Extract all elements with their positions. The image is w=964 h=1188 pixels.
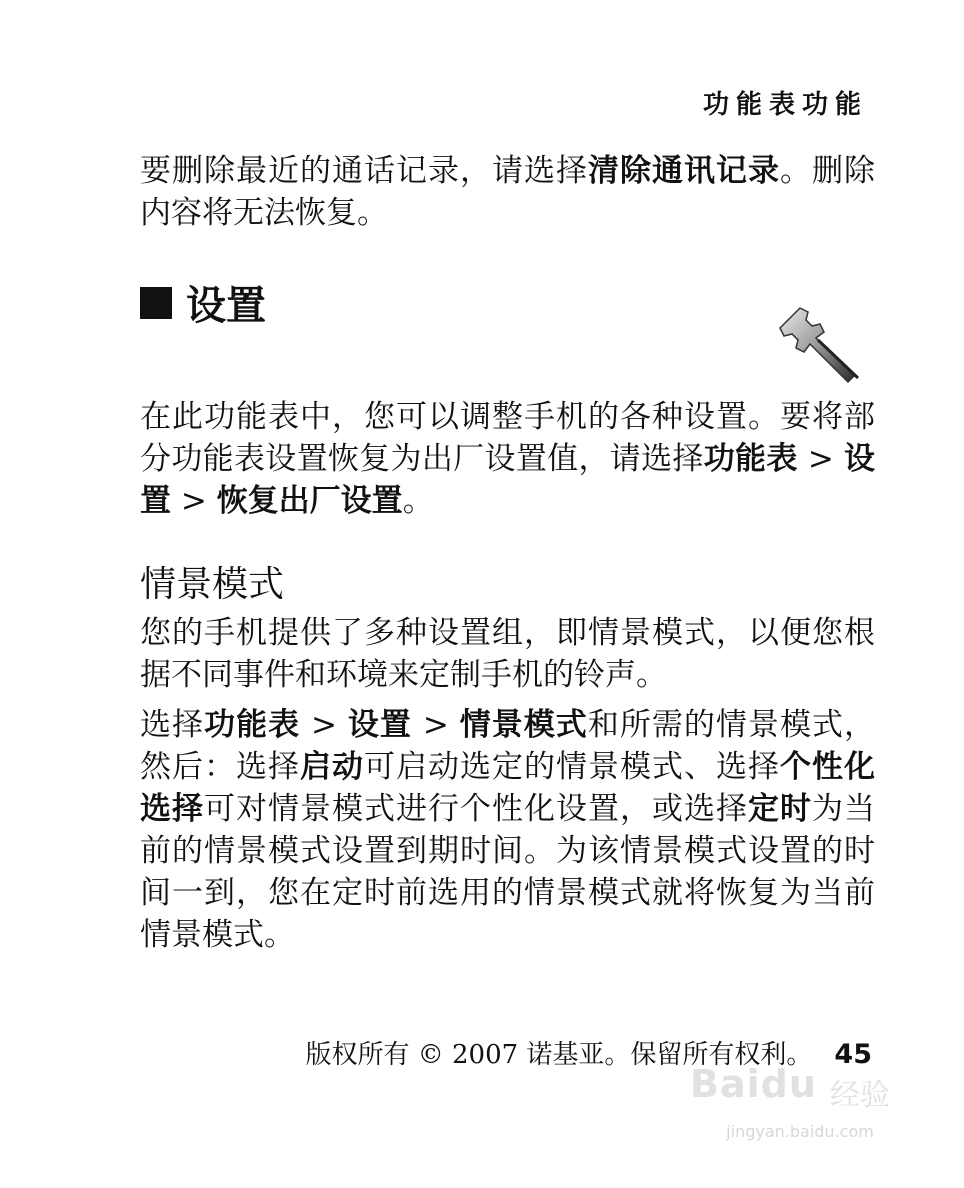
- menu-label: 功能表: [703, 441, 798, 477]
- settings-text-end: 。: [402, 483, 434, 519]
- profiles-intro-paragraph: 您的手机提供了多种设置组，即情景模式，以便您根据不同事件和环境来定制手机的铃声。: [140, 615, 875, 693]
- activate-label: 启动: [300, 749, 364, 785]
- path-separator: >: [797, 441, 845, 477]
- timed-label: 定时: [748, 791, 812, 827]
- copyright-notice: 版权所有 © 2007 诺基亚。保留所有权利。: [305, 1040, 813, 1070]
- watermark-brand: Baidu: [690, 1062, 817, 1106]
- restore-factory-label: 恢复出厂设置: [216, 483, 403, 519]
- settings-label: 设置: [140, 441, 876, 519]
- clear-call-log-option: 清除通讯记录: [588, 153, 780, 189]
- wrench-icon: [778, 298, 864, 384]
- profiles-usage-paragraph: 选择功能表 > 设置 > 情景模式和所需的情景模式，然后：选择启动可启动选定的情景模式、选择个性化选择可对情景模式进行个性化设置，或选择定时为当前的情景模式设置到期时间。为该情景模式设置的时间一到，您在定时前选用的情景模式就将恢复为当前情景模式。: [140, 707, 876, 953]
- profiles-heading: 情景模式: [140, 564, 285, 605]
- path-separator: >: [300, 707, 348, 743]
- settings-label: 设置: [347, 707, 412, 743]
- intro-paragraph: [140, 150, 875, 234]
- watermark-url: jingyan.baidu.com: [726, 1122, 874, 1141]
- intro-text: 要删除最近的通话记录，请选择: [140, 153, 588, 189]
- settings-paragraph: [140, 396, 875, 522]
- profiles-label: 情景模式: [459, 707, 588, 743]
- section-title: 设置: [186, 283, 266, 329]
- path-separator: >: [171, 483, 217, 519]
- path-separator: >: [411, 707, 460, 743]
- menu-label: 功能表: [204, 707, 301, 743]
- intro-text-end: 。删除内容将无法恢复。: [140, 153, 875, 231]
- page-number: 45: [834, 1039, 872, 1070]
- personalise-label: 个性化选择: [140, 749, 875, 827]
- section-bullet-icon: [140, 287, 172, 319]
- running-header: 功能表功能: [702, 90, 868, 120]
- watermark-tag: 经验: [830, 1078, 890, 1113]
- settings-text: 在此功能表中，您可以调整手机的各种设置。要将部分功能表设置恢复为出厂设置值，请选择: [140, 399, 875, 477]
- baidu-watermark: [690, 1062, 910, 1152]
- section-heading: [140, 274, 266, 331]
